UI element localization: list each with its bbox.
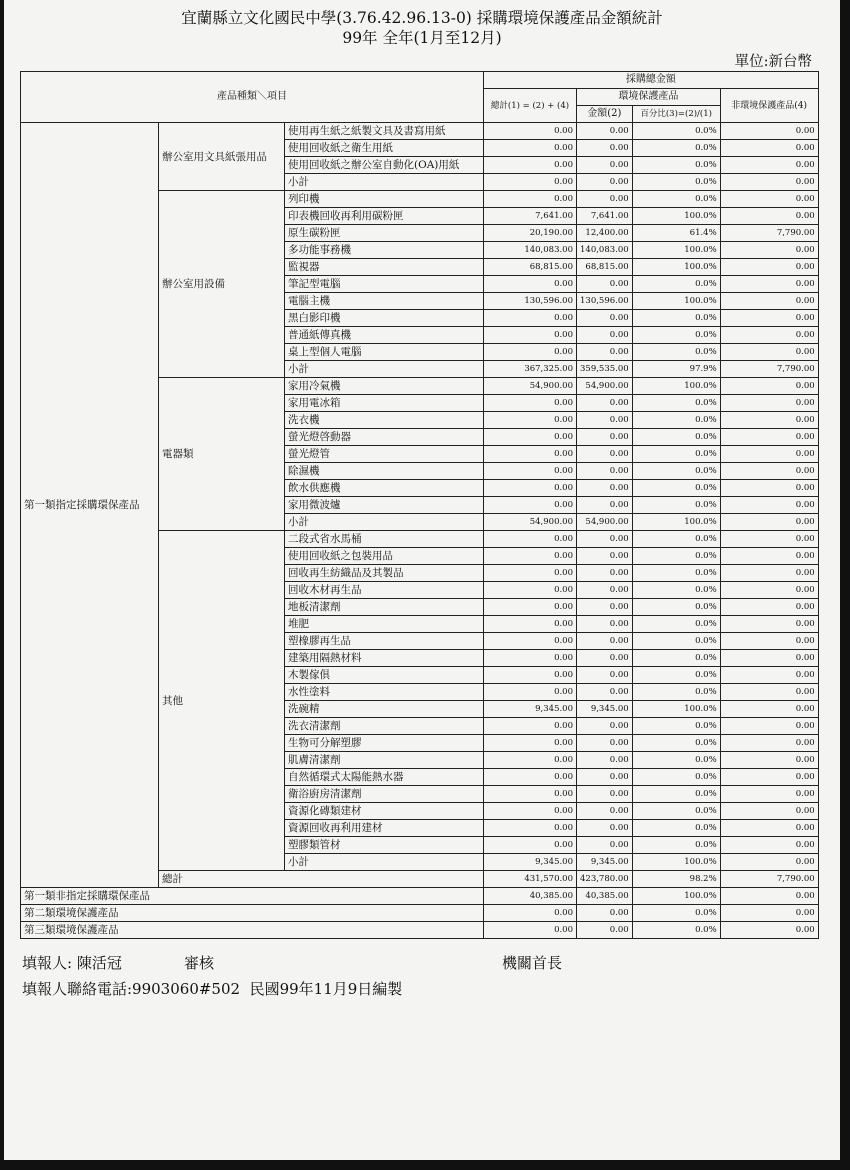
total-value: 0.00	[484, 582, 577, 599]
eco-percent-value: 0.0%	[632, 191, 720, 208]
item-name: 筆記型電腦	[285, 276, 484, 293]
class-label: 第一類非指定採購環保產品	[21, 888, 484, 905]
unit-label: 單位:新台幣	[734, 54, 812, 70]
total-value: 0.00	[484, 786, 577, 803]
eco-amount-value: 0.00	[577, 446, 633, 463]
eco-amount-value: 7,641.00	[577, 208, 633, 225]
item-name: 洗衣機	[285, 412, 484, 429]
total-value: 0.00	[484, 395, 577, 412]
eco-amount-value: 0.00	[577, 769, 633, 786]
non-eco-value: 0.00	[720, 582, 818, 599]
eco-percent-value: 0.0%	[632, 140, 720, 157]
eco-amount-value: 0.00	[577, 531, 633, 548]
non-eco-value: 0.00	[720, 735, 818, 752]
eco-amount-value: 359,535.00	[577, 361, 633, 378]
item-name: 螢光燈管	[285, 446, 484, 463]
footer-reviewer: 審核	[184, 954, 215, 972]
footer-contact: 填報人聯絡電話:9903060#502 民國99年11月9日編製	[22, 980, 403, 998]
total-value: 20,190.00	[484, 225, 577, 242]
item-name: 列印機	[285, 191, 484, 208]
eco-percent-value: 0.0%	[632, 650, 720, 667]
eco-amount-value: 54,900.00	[577, 378, 633, 395]
eco-amount-value: 0.00	[577, 140, 633, 157]
total-value: 0.00	[484, 735, 577, 752]
item-name: 二段式省水馬桶	[285, 531, 484, 548]
item-name: 監視器	[285, 259, 484, 276]
non-eco-value: 0.00	[720, 140, 818, 157]
eco-percent-value: 0.0%	[632, 922, 720, 939]
non-eco-value: 0.00	[720, 191, 818, 208]
class-row	[21, 922, 819, 939]
item-name: 多功能事務機	[285, 242, 484, 259]
eco-percent-value: 0.0%	[632, 752, 720, 769]
eco-percent-value: 0.0%	[632, 174, 720, 191]
total-value: 9,345.00	[484, 854, 577, 871]
table-body	[21, 123, 819, 939]
total-value: 0.00	[484, 633, 577, 650]
item-name: 普通紙傳真機	[285, 327, 484, 344]
total-value: 7,641.00	[484, 208, 577, 225]
item-name: 小計	[285, 361, 484, 378]
item-name: 回收再生紡織品及其製品	[285, 565, 484, 582]
item-name: 電腦主機	[285, 293, 484, 310]
eco-amount-value: 140,083.00	[577, 242, 633, 259]
eco-percent-value: 0.0%	[632, 548, 720, 565]
eco-percent-value: 100.0%	[632, 378, 720, 395]
non-eco-value: 0.00	[720, 412, 818, 429]
total-value: 0.00	[484, 684, 577, 701]
eco-amount-value: 0.00	[577, 650, 633, 667]
total-value: 0.00	[484, 803, 577, 820]
eco-amount-value: 423,780.00	[577, 871, 633, 888]
item-name: 螢光燈啓動器	[285, 429, 484, 446]
total-value: 0.00	[484, 752, 577, 769]
total-value: 0.00	[484, 650, 577, 667]
eco-percent-value: 0.0%	[632, 718, 720, 735]
total-value: 0.00	[484, 922, 577, 939]
item-name: 使用回收紙之包裝用品	[285, 548, 484, 565]
item-name: 使用回收紙之辦公室自動化(OA)用紙	[285, 157, 484, 174]
eco-amount-value: 0.00	[577, 837, 633, 854]
total-value: 0.00	[484, 276, 577, 293]
eco-percent-value: 0.0%	[632, 616, 720, 633]
non-eco-value: 0.00	[720, 650, 818, 667]
non-eco-value: 0.00	[720, 548, 818, 565]
eco-percent-value: 0.0%	[632, 633, 720, 650]
eco-amount-value: 54,900.00	[577, 514, 633, 531]
eco-amount-value: 0.00	[577, 922, 633, 939]
item-name: 小計	[285, 854, 484, 871]
total-value: 0.00	[484, 123, 577, 140]
document-title: 宜蘭縣立文化國民中學(3.76.42.96.13-0) 採購環境保護產品金額統計	[181, 9, 663, 27]
non-eco-value: 0.00	[720, 820, 818, 837]
eco-amount-value: 0.00	[577, 157, 633, 174]
non-eco-value: 0.00	[720, 514, 818, 531]
eco-amount-value: 0.00	[577, 905, 633, 922]
eco-amount-value: 130,596.00	[577, 293, 633, 310]
eco-percent-value: 100.0%	[632, 242, 720, 259]
item-name: 建築用隔熱材料	[285, 650, 484, 667]
non-eco-value: 0.00	[720, 480, 818, 497]
item-name: 家用微波爐	[285, 497, 484, 514]
total-value: 0.00	[484, 140, 577, 157]
non-eco-value: 0.00	[720, 327, 818, 344]
eco-percent-value: 0.0%	[632, 497, 720, 514]
item-name: 回收木材再生品	[285, 582, 484, 599]
eco-percent-value: 0.0%	[632, 905, 720, 922]
item-name: 資源化磚類建材	[285, 803, 484, 820]
grand-total-label: 總計	[159, 871, 484, 888]
item-name: 除濕機	[285, 463, 484, 480]
eco-percent-value: 100.0%	[632, 293, 720, 310]
item-name: 飲水供應機	[285, 480, 484, 497]
eco-amount-value: 0.00	[577, 395, 633, 412]
non-eco-value: 0.00	[720, 463, 818, 480]
class-label: 第二類環境保護產品	[21, 905, 484, 922]
eco-amount-value: 68,815.00	[577, 259, 633, 276]
item-name: 肌膚清潔劑	[285, 752, 484, 769]
footer-agency-head: 機關首長	[502, 954, 563, 972]
eco-percent-value: 97.9%	[632, 361, 720, 378]
eco-percent-value: 0.0%	[632, 565, 720, 582]
non-eco-value: 7,790.00	[720, 871, 818, 888]
eco-percent-value: 0.0%	[632, 327, 720, 344]
non-eco-value: 0.00	[720, 599, 818, 616]
total-value: 0.00	[484, 565, 577, 582]
total-value: 0.00	[484, 837, 577, 854]
total-value: 0.00	[484, 616, 577, 633]
eco-amount-value: 0.00	[577, 191, 633, 208]
eco-amount-value: 0.00	[577, 412, 633, 429]
total-value: 54,900.00	[484, 378, 577, 395]
non-eco-value: 0.00	[720, 123, 818, 140]
non-eco-value: 0.00	[720, 786, 818, 803]
total-value: 0.00	[484, 463, 577, 480]
eco-amount-value: 0.00	[577, 599, 633, 616]
total-value: 0.00	[484, 412, 577, 429]
eco-amount-value: 0.00	[577, 497, 633, 514]
eco-amount-value: 0.00	[577, 718, 633, 735]
header-total-purchase: 採購總金額	[484, 72, 819, 89]
eco-amount-value: 40,385.00	[577, 888, 633, 905]
eco-amount-value: 0.00	[577, 633, 633, 650]
non-eco-value: 0.00	[720, 293, 818, 310]
group-label: 電器類	[159, 378, 285, 531]
eco-amount-value: 0.00	[577, 684, 633, 701]
non-eco-value: 0.00	[720, 208, 818, 225]
total-value: 0.00	[484, 599, 577, 616]
eco-amount-value: 0.00	[577, 276, 633, 293]
eco-amount-value: 12,400.00	[577, 225, 633, 242]
eco-percent-value: 100.0%	[632, 514, 720, 531]
eco-amount-value: 0.00	[577, 752, 633, 769]
item-name: 地板清潔劑	[285, 599, 484, 616]
header-amount: 金額(2)	[577, 106, 633, 123]
statistics-table	[20, 71, 819, 939]
total-value: 0.00	[484, 820, 577, 837]
total-value: 0.00	[484, 905, 577, 922]
total-value: 0.00	[484, 446, 577, 463]
item-name: 家用冷氣機	[285, 378, 484, 395]
eco-amount-value: 0.00	[577, 429, 633, 446]
non-eco-value: 0.00	[720, 684, 818, 701]
eco-amount-value: 0.00	[577, 344, 633, 361]
eco-amount-value: 0.00	[577, 667, 633, 684]
eco-percent-value: 0.0%	[632, 412, 720, 429]
eco-percent-value: 0.0%	[632, 667, 720, 684]
non-eco-value: 0.00	[720, 276, 818, 293]
item-name: 家用電冰箱	[285, 395, 484, 412]
header-eco: 環境保護產品	[577, 89, 721, 106]
eco-percent-value: 0.0%	[632, 684, 720, 701]
eco-percent-value: 0.0%	[632, 786, 720, 803]
eco-amount-value: 0.00	[577, 310, 633, 327]
eco-percent-value: 0.0%	[632, 803, 720, 820]
eco-amount-value: 0.00	[577, 548, 633, 565]
item-name: 生物可分解塑膠	[285, 735, 484, 752]
eco-percent-value: 0.0%	[632, 395, 720, 412]
non-eco-value: 0.00	[720, 922, 818, 939]
total-value: 0.00	[484, 531, 577, 548]
eco-percent-value: 100.0%	[632, 701, 720, 718]
non-eco-value: 0.00	[720, 497, 818, 514]
total-value: 0.00	[484, 667, 577, 684]
item-name: 衛浴廚房清潔劑	[285, 786, 484, 803]
eco-amount-value: 0.00	[577, 616, 633, 633]
eco-percent-value: 0.0%	[632, 735, 720, 752]
document-subtitle: 99年 全年(1月至12月)	[342, 29, 502, 47]
non-eco-value: 0.00	[720, 531, 818, 548]
eco-amount-value: 0.00	[577, 582, 633, 599]
footer-preparer: 填報人: 陳活冠	[22, 954, 122, 972]
header-percent: 百分比(3)=(2)/(1)	[632, 106, 720, 123]
total-value: 9,345.00	[484, 701, 577, 718]
non-eco-value: 0.00	[720, 310, 818, 327]
non-eco-value: 0.00	[720, 633, 818, 650]
total-value: 0.00	[484, 344, 577, 361]
total-value: 0.00	[484, 718, 577, 735]
total-value: 130,596.00	[484, 293, 577, 310]
eco-amount-value: 0.00	[577, 480, 633, 497]
total-value: 0.00	[484, 327, 577, 344]
total-value: 431,570.00	[484, 871, 577, 888]
class-label: 第三類環境保護產品	[21, 922, 484, 939]
eco-percent-value: 0.0%	[632, 157, 720, 174]
total-value: 367,325.00	[484, 361, 577, 378]
non-eco-value: 7,790.00	[720, 225, 818, 242]
non-eco-value: 0.00	[720, 837, 818, 854]
non-eco-value: 0.00	[720, 378, 818, 395]
eco-percent-value: 0.0%	[632, 769, 720, 786]
group-label: 其他	[159, 531, 285, 871]
item-name: 桌上型個人電腦	[285, 344, 484, 361]
item-name: 塑膠類管材	[285, 837, 484, 854]
eco-amount-value: 0.00	[577, 803, 633, 820]
total-value: 140,083.00	[484, 242, 577, 259]
eco-amount-value: 0.00	[577, 463, 633, 480]
header-sum: 總計(1) = (2) + (4)	[484, 89, 577, 123]
eco-percent-value: 0.0%	[632, 429, 720, 446]
eco-percent-value: 0.0%	[632, 531, 720, 548]
eco-amount-value: 9,345.00	[577, 701, 633, 718]
eco-amount-value: 0.00	[577, 565, 633, 582]
total-value: 0.00	[484, 429, 577, 446]
header-non-eco: 非環境保護產品(4)	[720, 89, 818, 123]
total-value: 0.00	[484, 191, 577, 208]
item-name: 印表機回收再利用碳粉匣	[285, 208, 484, 225]
class1-label: 第一類指定採購環保產品	[21, 123, 159, 888]
eco-amount-value: 0.00	[577, 786, 633, 803]
eco-percent-value: 0.0%	[632, 480, 720, 497]
item-name: 水性塗料	[285, 684, 484, 701]
eco-amount-value: 9,345.00	[577, 854, 633, 871]
non-eco-value: 0.00	[720, 667, 818, 684]
item-name: 使用再生紙之紙製文具及書寫用紙	[285, 123, 484, 140]
item-name: 黑白影印機	[285, 310, 484, 327]
non-eco-value: 0.00	[720, 259, 818, 276]
eco-percent-value: 61.4%	[632, 225, 720, 242]
total-value: 0.00	[484, 157, 577, 174]
eco-percent-value: 98.2%	[632, 871, 720, 888]
class-row	[21, 888, 819, 905]
non-eco-value: 0.00	[720, 769, 818, 786]
non-eco-value: 0.00	[720, 565, 818, 582]
item-name: 塑橡膠再生品	[285, 633, 484, 650]
non-eco-value: 0.00	[720, 701, 818, 718]
total-value: 0.00	[484, 548, 577, 565]
total-value: 0.00	[484, 174, 577, 191]
item-name: 木製傢俱	[285, 667, 484, 684]
non-eco-value: 0.00	[720, 242, 818, 259]
document-page	[4, 0, 840, 1160]
eco-amount-value: 0.00	[577, 327, 633, 344]
eco-amount-value: 0.00	[577, 123, 633, 140]
eco-percent-value: 100.0%	[632, 208, 720, 225]
item-name: 資源回收再利用建材	[285, 820, 484, 837]
eco-percent-value: 0.0%	[632, 446, 720, 463]
non-eco-value: 0.00	[720, 718, 818, 735]
item-name: 洗碗精	[285, 701, 484, 718]
non-eco-value: 0.00	[720, 752, 818, 769]
non-eco-value: 0.00	[720, 854, 818, 871]
eco-percent-value: 100.0%	[632, 888, 720, 905]
total-value: 54,900.00	[484, 514, 577, 531]
eco-percent-value: 0.0%	[632, 599, 720, 616]
non-eco-value: 0.00	[720, 616, 818, 633]
non-eco-value: 0.00	[720, 429, 818, 446]
eco-percent-value: 100.0%	[632, 854, 720, 871]
eco-percent-value: 0.0%	[632, 123, 720, 140]
header-category: 產品種類＼項目	[21, 72, 484, 123]
item-name: 自然循環式太陽能熱水器	[285, 769, 484, 786]
eco-percent-value: 100.0%	[632, 259, 720, 276]
item-name: 使用回收紙之衛生用紙	[285, 140, 484, 157]
non-eco-value: 7,790.00	[720, 361, 818, 378]
non-eco-value: 0.00	[720, 344, 818, 361]
total-value: 0.00	[484, 497, 577, 514]
eco-percent-value: 0.0%	[632, 463, 720, 480]
item-name: 洗衣清潔劑	[285, 718, 484, 735]
non-eco-value: 0.00	[720, 803, 818, 820]
non-eco-value: 0.00	[720, 395, 818, 412]
total-value: 40,385.00	[484, 888, 577, 905]
eco-percent-value: 0.0%	[632, 276, 720, 293]
total-value: 0.00	[484, 480, 577, 497]
eco-amount-value: 0.00	[577, 735, 633, 752]
eco-percent-value: 0.0%	[632, 310, 720, 327]
item-name: 小計	[285, 174, 484, 191]
total-value: 0.00	[484, 769, 577, 786]
eco-percent-value: 0.0%	[632, 344, 720, 361]
eco-percent-value: 0.0%	[632, 582, 720, 599]
eco-percent-value: 0.0%	[632, 837, 720, 854]
non-eco-value: 0.00	[720, 888, 818, 905]
table-row	[21, 123, 819, 140]
eco-amount-value: 0.00	[577, 174, 633, 191]
item-name: 堆肥	[285, 616, 484, 633]
group-label: 辦公室用文具紙張用品	[159, 123, 285, 191]
non-eco-value: 0.00	[720, 174, 818, 191]
group-label: 辦公室用設備	[159, 191, 285, 378]
item-name: 原生碳粉匣	[285, 225, 484, 242]
non-eco-value: 0.00	[720, 446, 818, 463]
eco-amount-value: 0.00	[577, 820, 633, 837]
total-value: 0.00	[484, 310, 577, 327]
non-eco-value: 0.00	[720, 157, 818, 174]
total-value: 68,815.00	[484, 259, 577, 276]
non-eco-value: 0.00	[720, 905, 818, 922]
eco-percent-value: 0.0%	[632, 820, 720, 837]
class-row	[21, 905, 819, 922]
item-name: 小計	[285, 514, 484, 531]
